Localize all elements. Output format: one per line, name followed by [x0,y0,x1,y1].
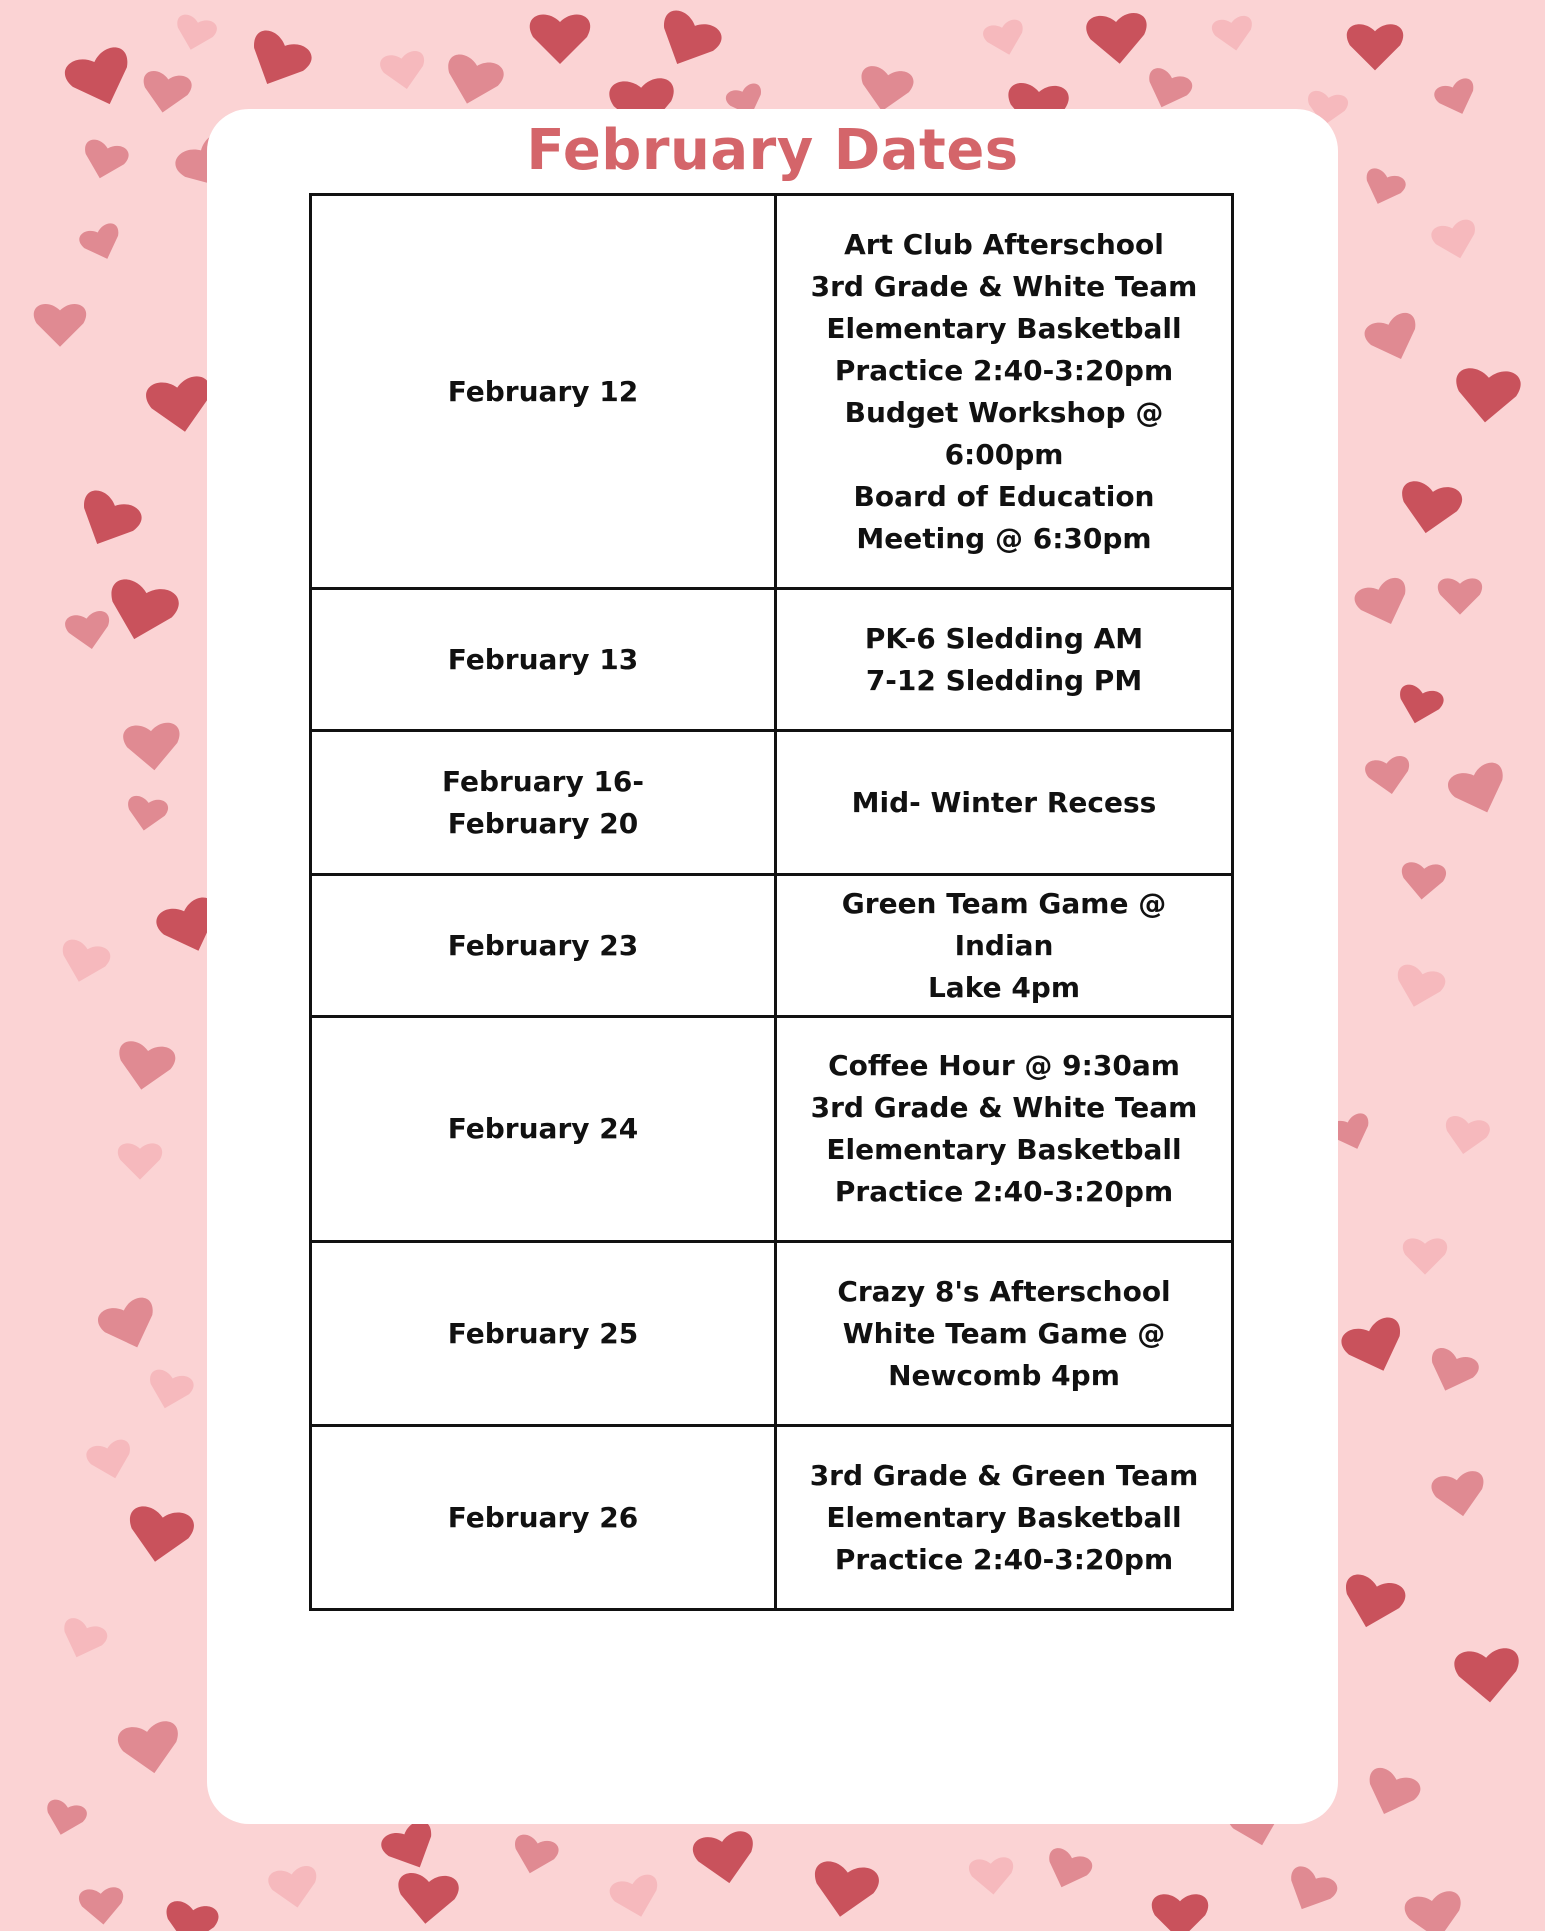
heart-decoration [34,304,86,347]
heart-decoration [116,1719,184,1778]
event-line: White Team Game @ [842,1316,1166,1350]
table-row [311,731,1233,875]
heart-decoration [113,1039,177,1094]
heart-decoration [1453,1647,1522,1705]
heart-decoration [1453,367,1522,425]
event-line: Practice 2:40-3:20pm [834,1175,1174,1208]
heart-decoration [856,64,915,115]
heart-decoration [161,1899,220,1931]
heart-decoration [1211,14,1256,53]
heart-decoration [1041,1846,1095,1895]
heart-decoration [395,1872,460,1927]
events-cell [776,1017,1233,1242]
heart-decoration [101,576,182,648]
heart-decoration [84,1437,136,1484]
event-line: Elementary Basketball [826,1133,1182,1166]
heart-decoration [1337,1572,1408,1635]
heart-decoration [240,26,316,96]
event-line: Practice 2:40-3:20pm [834,1542,1174,1576]
heart-decoration [1441,1114,1491,1157]
event-line: 7-12 Sledding PM [865,663,1143,697]
date-cell: February 26 [311,1426,776,1610]
event-line: Green Team Game @ Indian [841,886,1167,962]
heart-decoration [56,1616,110,1665]
heart-decoration [61,44,140,116]
heart-decoration [1438,578,1482,614]
date-cell: February 24 [311,1017,776,1242]
events-cell [776,195,1233,589]
heart-decoration [808,1859,881,1922]
heart-decoration [64,609,114,652]
heart-decoration [77,221,126,266]
heart-decoration [691,1829,759,1888]
heart-decoration [1422,1345,1481,1399]
table-row [311,195,1233,589]
heart-decoration [95,1294,164,1357]
heart-decoration [41,1798,88,1840]
date-cell: February 13 [311,589,776,731]
table-row [311,875,1233,1017]
event-line: PK-6 Sledding AM [864,621,1144,655]
heart-decoration [1429,217,1481,264]
heart-decoration [1280,1863,1341,1919]
heart-decoration [1085,12,1150,67]
event-line: 6:00pm [944,437,1064,471]
heart-decoration [1403,1889,1467,1931]
heart-decoration [1396,479,1464,538]
heart-decoration [1399,861,1446,901]
event-line: Crazy 8's Afterschool [837,1274,1171,1308]
heart-decoration [608,1872,665,1923]
heart-decoration [122,722,182,773]
table-row [311,1426,1233,1610]
table-row [311,1242,1233,1426]
heart-decoration [1403,1238,1447,1274]
events-cell [776,1426,1233,1610]
date-line: February 16- [441,764,645,798]
event-line: Coffee Hour @ 9:30am [828,1049,1180,1082]
events-cell [776,731,1233,875]
date-cell: February 12 [311,195,776,589]
heart-decoration [144,374,217,437]
heart-decoration [981,18,1028,60]
event-line: Art Club Afterschool [844,227,1164,261]
heart-decoration [1141,66,1195,115]
heart-decoration [118,1143,162,1179]
event-line: 3rd Grade & White Team [810,269,1198,303]
heart-decoration [123,1504,196,1567]
heart-decoration [1352,575,1416,633]
event-line: Budget Workshop @ [844,395,1164,429]
heart-decoration [1364,754,1414,797]
heart-decoration [124,794,169,833]
heart-decoration [55,937,112,988]
date-cell: February 23 [311,875,776,1017]
heart-decoration [1359,1765,1423,1823]
table-row [311,1017,1233,1242]
event-line: 3rd Grade & Green Team [809,1458,1199,1492]
schedule-table [309,193,1234,1611]
event-line: Newcomb 4pm [888,1358,1120,1392]
heart-decoration [78,1886,125,1926]
event-line: Meeting @ 6:30pm [856,521,1152,555]
heart-decoration [379,49,429,92]
heart-decoration [70,486,146,556]
heart-decoration [508,1832,560,1879]
heart-decoration [1362,310,1426,368]
event-line: Elementary Basketball [826,311,1182,345]
heart-decoration [143,1367,195,1414]
heart-decoration [530,15,590,64]
heart-decoration [1393,682,1445,729]
table-row [311,589,1233,731]
event-line: Elementary Basketball [826,1500,1182,1534]
events-cell [776,1242,1233,1426]
event-line: Lake 4pm [927,970,1081,1004]
heart-decoration [267,1864,322,1911]
events-cell [776,589,1233,731]
date-cell [311,731,776,875]
heart-decoration [139,69,194,116]
heart-decoration [1390,962,1447,1013]
date-cell: February 25 [311,1242,776,1426]
heart-decoration [1347,24,1403,70]
heart-decoration [440,52,506,111]
heart-decoration [650,6,726,76]
heart-decoration [1445,759,1514,822]
date-line: February 20 [447,806,639,840]
event-line: 3rd Grade & White Team [810,1091,1198,1124]
event-line: Mid- Winter Recess [851,785,1157,819]
events-cell [776,875,1233,1017]
heart-decoration [968,1856,1015,1896]
heart-decoration [171,13,218,55]
page-title: February Dates [526,118,1019,183]
heart-decoration [1152,1894,1208,1931]
heart-decoration [1430,1469,1489,1520]
event-line: Board of Education [853,479,1155,513]
heart-decoration [1338,1314,1412,1381]
event-line: Practice 2:40-3:20pm [834,353,1174,387]
heart-decoration [378,1817,444,1878]
heart-decoration [1432,76,1481,121]
